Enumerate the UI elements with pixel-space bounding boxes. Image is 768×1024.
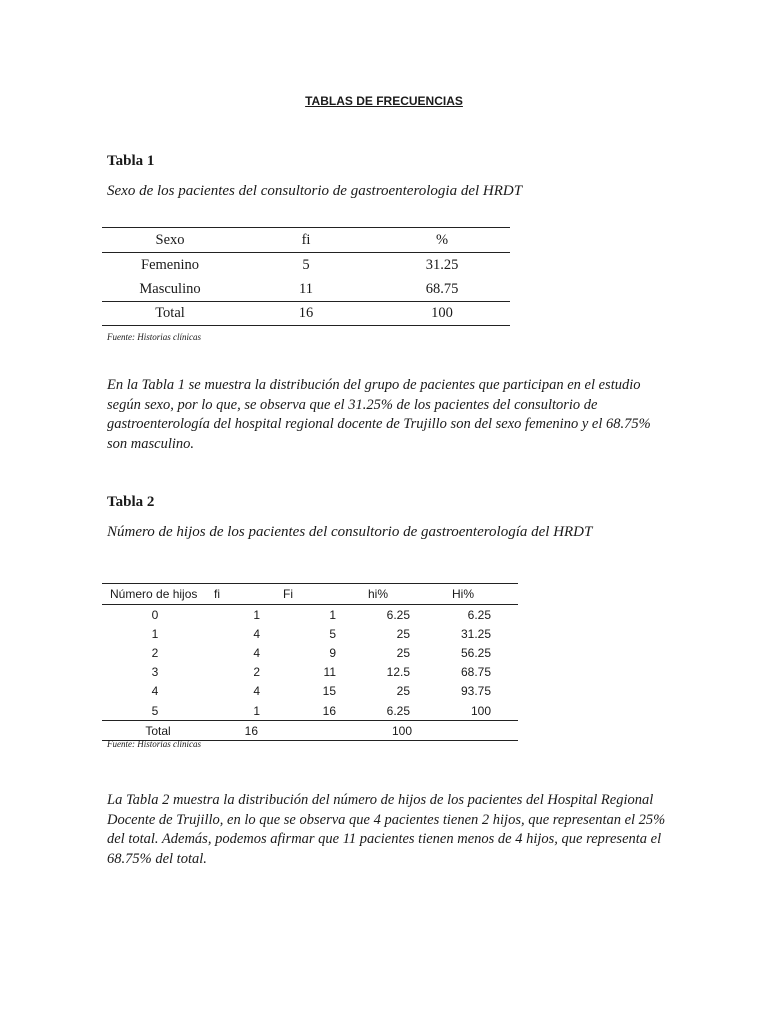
table2-total-cell: 100: [391, 723, 412, 738]
table2-cell: 6.25: [386, 607, 410, 622]
table2-row: [102, 643, 518, 662]
table2-total-cell: Total: [145, 723, 171, 738]
table2-cell: 16: [322, 703, 336, 718]
table1-paragraph: En la Tabla 1 se muestra la distribución del grupo de pacientes que participan en el estudio según sexo, por lo que, se observa que el 31.25% de los pacientes del consultorio de gastroenterología del hospital regional docente de Trujillo son del sexo femenino y el 68.75% son masculino.: [107, 377, 651, 452]
table2-row: [102, 701, 518, 720]
table2: [102, 583, 518, 741]
table2-cell: 12.5: [386, 665, 410, 680]
table2-cell: 25: [396, 645, 410, 660]
table1-label: Tabla 1: [107, 153, 155, 169]
table2-header-cell: fi: [214, 587, 220, 601]
table2-cell: 0: [151, 607, 159, 622]
table2-paragraph: La Tabla 2 muestra la distribución del número de hijos de los pacientes del Hospital Regional Docente de Trujillo, en lo que se observa que 4 pacientes tienen 2 hijos, que representan el 25% del total. Además, podemos afirmar que 11 pacientes tienen menos de 4 hijos, que representa el 68.75% del total.: [107, 792, 666, 867]
table1-header-cell: Sexo: [155, 231, 185, 248]
table2-cell: 100: [470, 703, 491, 718]
table2-cell: 1: [253, 703, 260, 718]
table2-total-row: [102, 720, 518, 740]
table2-label: Tabla 2: [107, 494, 155, 510]
table2-cell: 4: [253, 626, 260, 641]
table2-row: [102, 624, 518, 643]
table2-cell: 6.25: [386, 703, 410, 718]
table2-cell: 9: [329, 645, 336, 660]
table2-cell: 4: [151, 684, 159, 699]
table2-cell: 6.25: [467, 607, 491, 622]
table1-total-row: [102, 301, 510, 325]
table2-cell: 5: [151, 703, 159, 718]
table2-cell: 11: [323, 665, 336, 680]
table2-cell: 56.25: [460, 645, 491, 660]
table1-row: [102, 253, 510, 277]
table2-header-cell: hi%: [368, 587, 389, 601]
table2-row: [102, 605, 518, 624]
table2-cell: 25: [396, 626, 410, 641]
table2-cell: 4: [253, 645, 260, 660]
table1-source: Fuente: Historias clínicas: [107, 332, 201, 342]
table2-cell: 2: [151, 645, 159, 660]
table2-cell: 1: [253, 607, 260, 622]
table1-total-cell: Total: [155, 305, 185, 321]
table2-cell: 1: [151, 626, 159, 641]
table2-cell: 25: [396, 684, 410, 699]
table2-header-cell: Número de hijos: [110, 587, 198, 601]
table2-cell: 93.75: [460, 684, 491, 699]
table2-header-cell: Hi%: [452, 587, 475, 601]
table2-caption: Número de hijos de los pacientes del consultorio de gastroenterología del HRDT: [107, 524, 593, 540]
table2-cell: 15: [322, 684, 336, 699]
table2-source: Fuente: Historias clínicas: [107, 739, 201, 749]
table2-cell: 3: [151, 665, 159, 680]
table1-row: [102, 277, 510, 301]
table2-cell: 2: [253, 665, 260, 680]
table1-header-cell: %: [435, 231, 449, 248]
table1-header-cell: fi: [301, 231, 311, 248]
table1-cell: 5: [302, 256, 310, 273]
table1-cell: Masculino: [139, 280, 201, 297]
table1-cell: 31.25: [425, 256, 459, 273]
table1-cell: 68.75: [425, 280, 459, 297]
table2-row: [102, 682, 518, 701]
table2-total-cell: 16: [244, 723, 258, 738]
table2-row: [102, 663, 518, 682]
table1-total-cell: 16: [298, 305, 314, 321]
table2-cell: 68.75: [460, 665, 491, 680]
document-title: TABLAS DE FRECUENCIAS: [305, 94, 463, 108]
table1-header-row: [102, 228, 510, 253]
table2-header-cell: Fi: [283, 587, 293, 601]
table1: [102, 227, 510, 326]
table1-caption: Sexo de los pacientes del consultorio de gastroenterologia del HRDT: [107, 183, 523, 199]
table2-header-row: [102, 584, 518, 605]
table1-total-cell: 100: [431, 305, 453, 321]
table2-cell: 4: [253, 684, 260, 699]
table2-cell: 5: [329, 626, 336, 641]
table2-cell: 1: [329, 607, 336, 622]
table1-cell: Femenino: [141, 256, 199, 273]
table2-cell: 31.25: [460, 626, 491, 641]
table1-cell: 11: [299, 280, 313, 297]
